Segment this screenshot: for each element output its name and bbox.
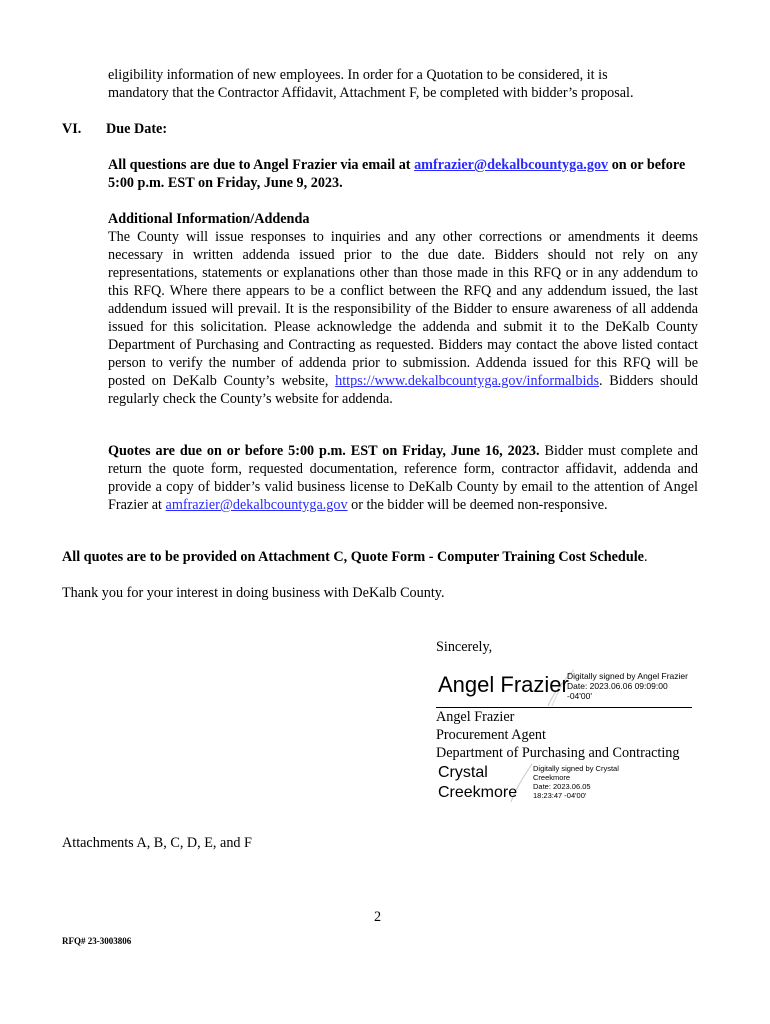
- sig2-name-line-1: Crystal: [438, 764, 488, 781]
- sig1-meta-line-3: -04'00': [567, 691, 592, 701]
- digital-signature-crystal-creekmore[interactable]: [436, 762, 636, 804]
- attachments-text: Attachments A, B, C, D, E, and F: [62, 835, 252, 851]
- addenda-text-1: The County will issue responses to inquiries and any other corrections or amendments it deems necessary in written addenda issued prior to the due date. Bidders should not rely on any representations, statements or explanations other than those made in this RFQ or in any addendum to this RFQ. Where there appears to be a conflict between the RFQ and any addendum issued, the last addendum issued will prevail. It is the responsibility of the Bidder to ensure awareness of all addenda issued for this solicitation. Please acknowledge the addenda and submit it to the DeKalb County Department of Purchasing and Contracting as requested. Bidders may contact the above listed contact person to verify the number of addenda prior to submission. Addenda issued for this RFQ will be posted on DeKalb County’s website,: [108, 229, 698, 389]
- signature-name-angel: Angel Frazier: [438, 672, 569, 697]
- signature-name-crystal: [438, 763, 517, 803]
- all-quotes-statement: [62, 548, 648, 566]
- section-heading: Due Date:: [106, 121, 168, 137]
- sig1-meta-line-2: Date: 2023.06.06 09:09:00: [567, 681, 668, 691]
- addenda-text-2: . Bidders should regularly check the County’s website for addenda.: [108, 373, 698, 407]
- signer-title: Procurement Agent: [436, 727, 546, 743]
- quotes-email-link[interactable]: amfrazier@dekalbcountyga.gov: [165, 497, 348, 513]
- sig2-meta-line-4: 18:23:47 -04'00': [533, 791, 587, 800]
- quotes-text-2: or the bidder will be deemed non-responsive.: [347, 497, 608, 513]
- signature-meta-angel: [567, 671, 697, 701]
- quotes-due-bold: Quotes are due on or before 5:00 p.m. EST on Friday, June 16, 2023.: [108, 443, 540, 459]
- all-quotes-bold: All quotes are to be provided on Attachment C, Quote Form - Computer Training Cost Schedule: [62, 549, 644, 565]
- section-number: VI.: [62, 121, 82, 137]
- signer-block: [436, 708, 680, 762]
- addenda-paragraph: [108, 228, 698, 408]
- digital-signature-angel-frazier[interactable]: [436, 668, 696, 708]
- footer-rfq-number: RFQ# 23-3003806: [62, 936, 132, 946]
- signer-name: Angel Frazier: [436, 709, 515, 725]
- intro-paragraph: [108, 66, 708, 102]
- sig2-meta-line-2: Creekmore: [533, 773, 571, 782]
- quotes-due-paragraph: [108, 442, 698, 514]
- sincerely-text: Sincerely,: [436, 639, 493, 655]
- sig2-name-line-2: Creekmore: [438, 784, 518, 801]
- intro-line-1: eligibility information of new employees. In order for a Quotation to be considered, it is: [108, 67, 608, 83]
- intro-line-2: mandatory that the Contractor Affidavit, Attachment F, be completed with bidder’s proposal.: [108, 85, 634, 101]
- questions-suffix: on or before 5:00 p.m. EST on Friday, June 9, 2023.: [108, 157, 686, 191]
- all-quotes-period: .: [643, 549, 648, 565]
- quotes-text-1: Bidder must complete and return the quote form, requested documentation, reference form, contractor affidavit, addenda and provide a copy of bidder’s valid business license to DeKalb County by email to the attention of Angel Frazier at: [108, 443, 698, 513]
- informal-bids-link[interactable]: https://www.dekalbcountyga.gov/informalbids: [335, 373, 600, 389]
- questions-due-paragraph: [108, 156, 698, 192]
- sig2-meta-line-3: Date: 2023.06.05: [533, 782, 591, 791]
- sig1-meta-line-1: Digitally signed by Angel Frazier: [567, 671, 688, 681]
- sig2-meta-line-1: Digitally signed by Crystal: [533, 764, 619, 773]
- signature-meta-crystal: [533, 764, 638, 800]
- questions-prefix: All questions are due to Angel Frazier via email at: [108, 157, 415, 173]
- thank-you-text: Thank you for your interest in doing business with DeKalb County.: [62, 585, 445, 601]
- signer-department: Department of Purchasing and Contracting: [436, 745, 680, 761]
- questions-email-link[interactable]: amfrazier@dekalbcountyga.gov: [414, 157, 609, 173]
- page-number: 2: [374, 909, 382, 925]
- addenda-heading: Additional Information/Addenda: [108, 211, 310, 227]
